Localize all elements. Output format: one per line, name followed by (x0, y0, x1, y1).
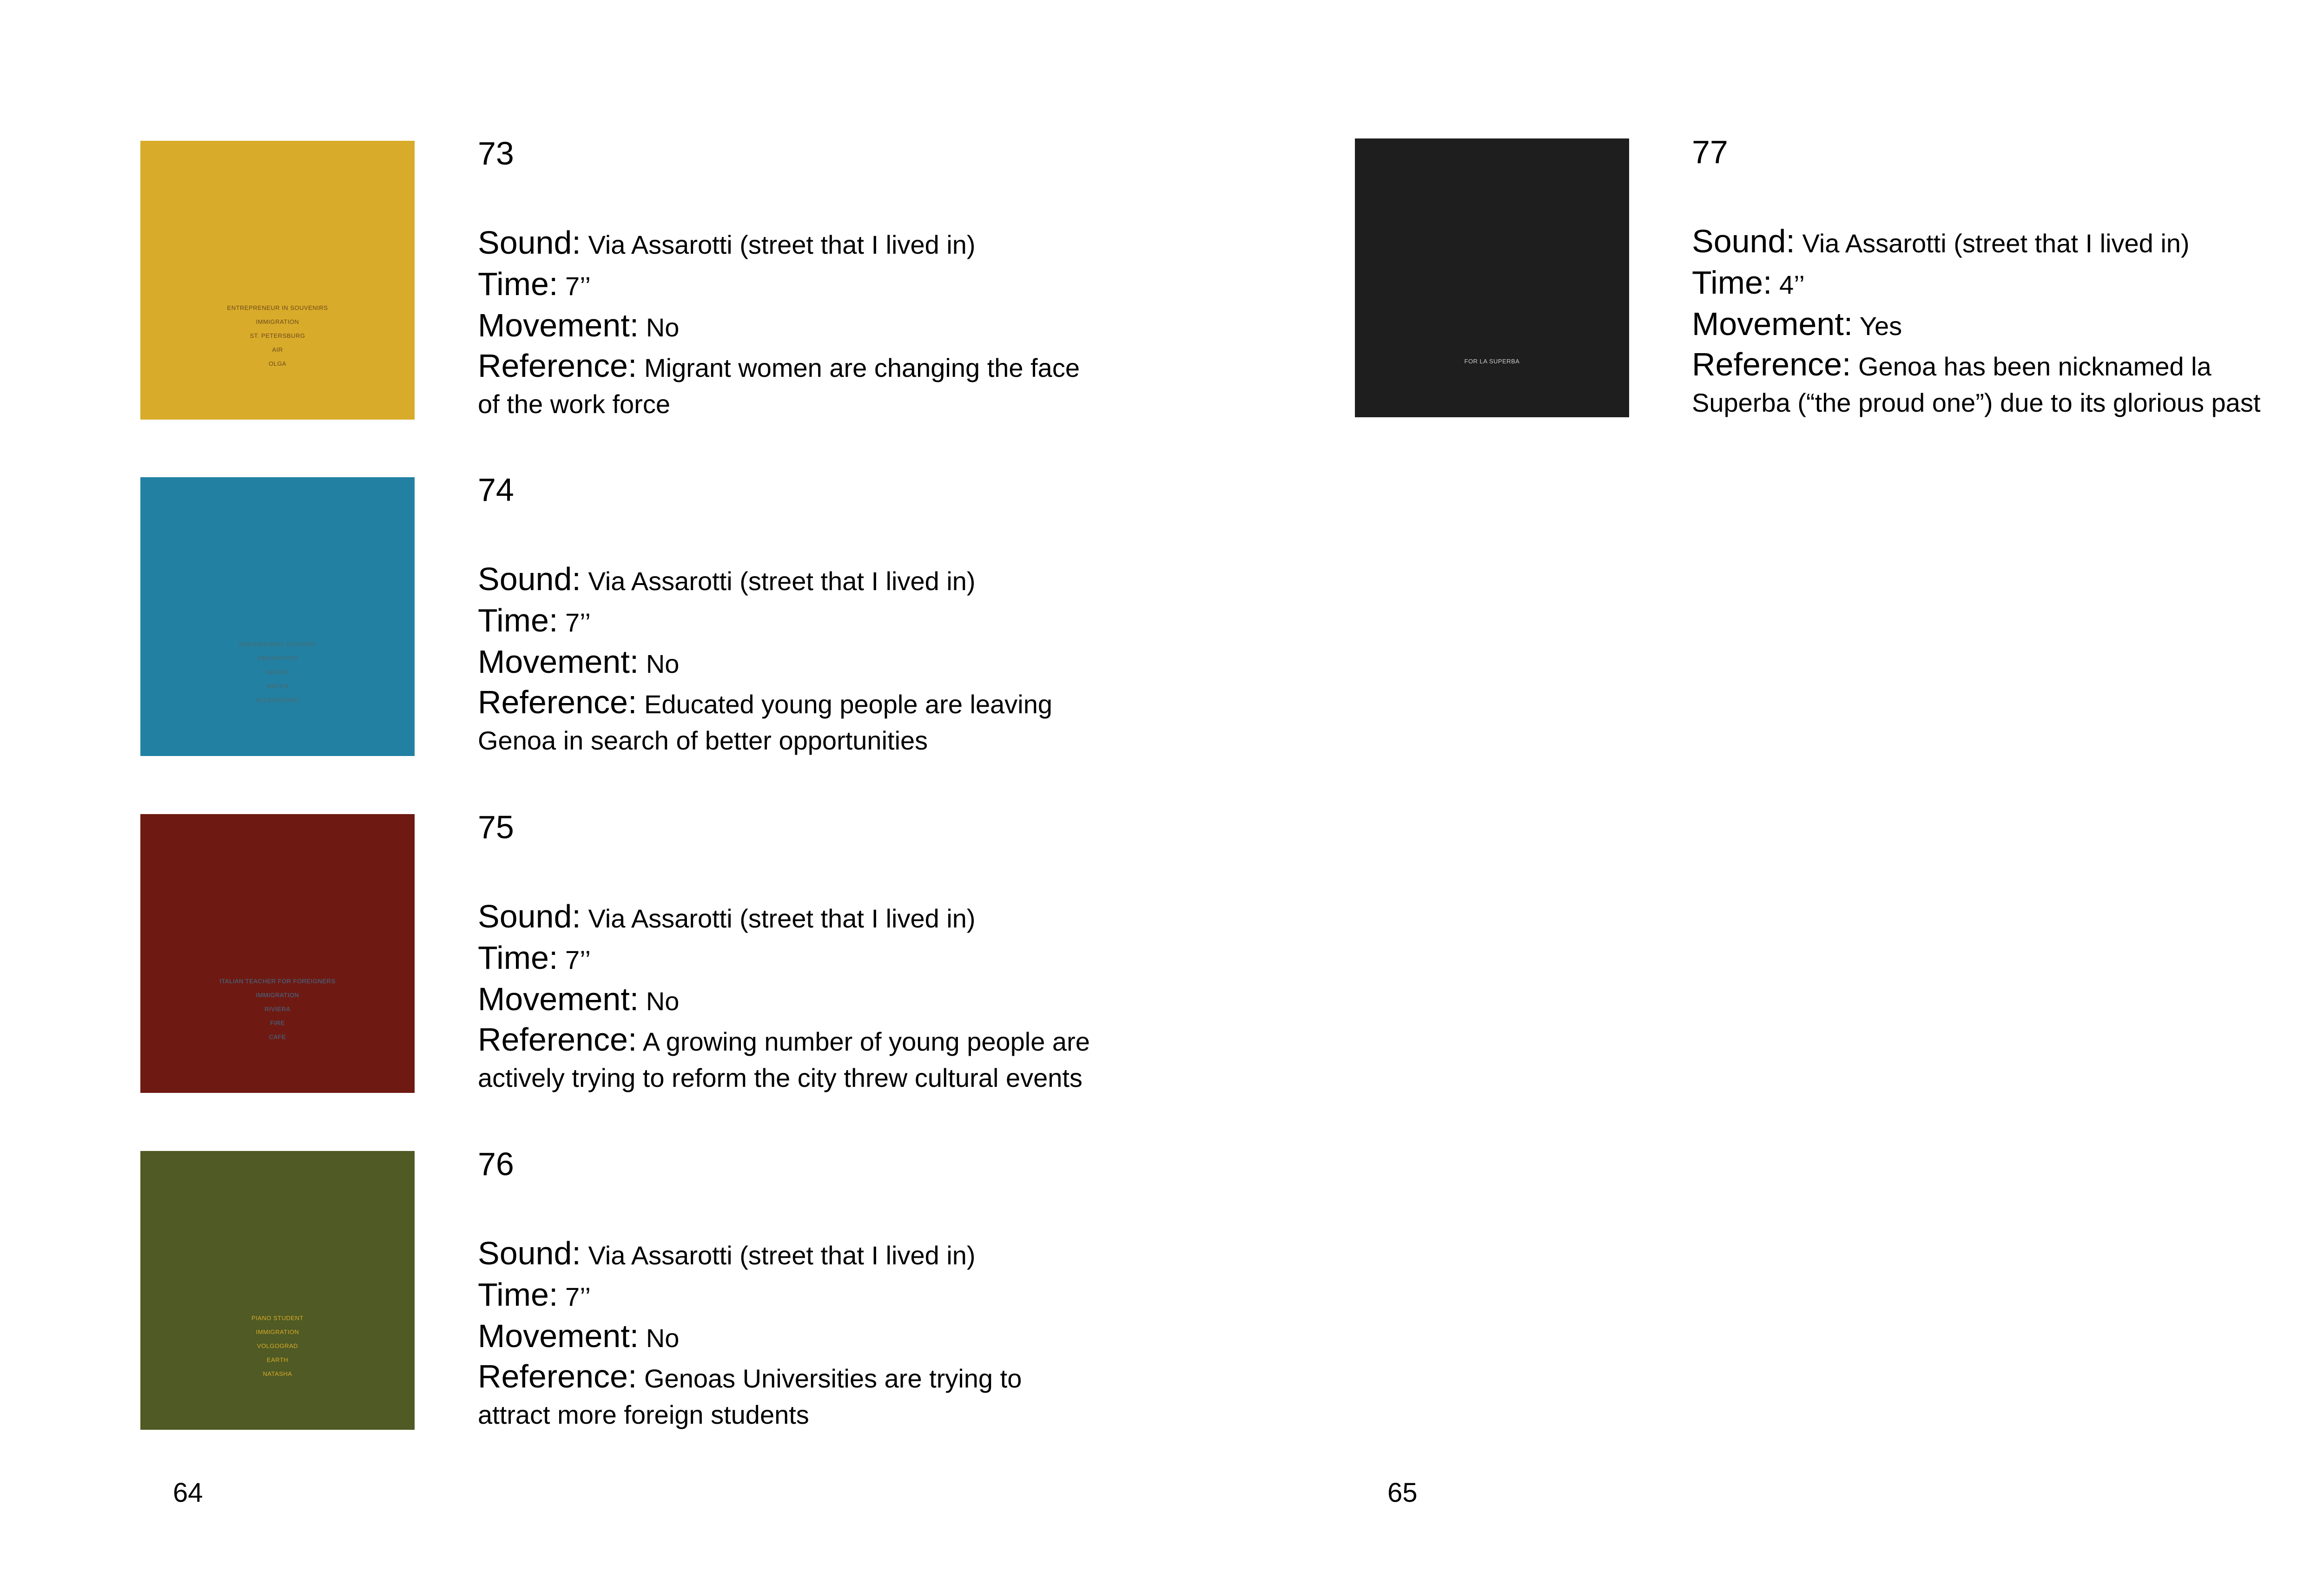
swatch-76 (140, 1151, 415, 1430)
swatch-77 (1355, 138, 1629, 417)
movement-value: No (646, 1323, 680, 1353)
time-row (478, 601, 1138, 642)
movement-label: Movement: (1692, 306, 1853, 342)
entry-info (478, 135, 1138, 422)
movement-row (1692, 304, 2324, 346)
swatch-text (140, 974, 415, 1044)
reference-value-line2: Superba (“the proud one”) due to its glorious past (1692, 388, 2261, 417)
movement-label: Movement: (478, 981, 639, 1017)
time-row (478, 938, 1138, 980)
reference-row (478, 684, 1129, 723)
sound-row (1692, 222, 2324, 263)
entry-number: 75 (478, 809, 514, 845)
entry-info (478, 809, 1138, 1096)
swatch-text (140, 301, 415, 371)
swatch-73 (140, 141, 415, 420)
entry-number: 73 (478, 135, 514, 171)
time-label: Time: (1692, 264, 1772, 301)
movement-label: Movement: (478, 1318, 639, 1354)
reference-value-line1: Educated young people are leaving (644, 690, 1052, 719)
time-row (478, 264, 1138, 306)
swatch-text (140, 638, 415, 707)
reference-label: Reference: (478, 1021, 637, 1058)
page-number-left: 64 (173, 1478, 203, 1508)
reference-value-line1: Migrant women are changing the face (644, 353, 1080, 382)
sound-value: Via Assarotti (street that I lived in) (588, 566, 976, 596)
reference-value-line2: attract more foreign students (478, 1400, 809, 1429)
entry-number: 76 (478, 1146, 514, 1182)
time-value: 7’’ (565, 608, 591, 637)
movement-value: No (646, 986, 680, 1016)
sound-row (478, 223, 1138, 264)
movement-value: Yes (1859, 311, 1902, 341)
reference-label: Reference: (478, 348, 637, 384)
swatch-line: PIANO STUDENT (251, 1315, 304, 1322)
reference-value-line1: Genoa has been nicknamed la (1858, 352, 2212, 381)
time-label: Time: (478, 602, 558, 638)
movement-row (478, 1316, 1138, 1358)
sound-label: Sound: (478, 224, 581, 261)
time-label: Time: (478, 940, 558, 976)
entry-info (478, 1145, 1138, 1433)
swatch-line: OLGA (268, 360, 287, 367)
swatch-line: EMIGRATION (257, 655, 298, 662)
swatch-line: IMMIGRATION (256, 992, 299, 999)
swatch-line: WATER (266, 683, 289, 690)
sound-value: Via Assarotti (street that I lived in) (1802, 229, 2190, 258)
movement-row (478, 306, 1138, 347)
movement-row (478, 642, 1138, 684)
swatch-line: GENOA (266, 669, 289, 676)
swatch-74 (140, 477, 415, 756)
entry-info (478, 471, 1138, 758)
reference-row (478, 347, 1129, 387)
swatch-line: ITALIAN TEACHER FOR FOREIGNERS (219, 978, 336, 985)
time-value: 7’’ (565, 945, 591, 974)
time-value: 4’’ (1779, 270, 1805, 299)
swatch-line: EARTH (266, 1356, 289, 1363)
swatch-line: FIRE (270, 1019, 285, 1026)
movement-row (478, 980, 1138, 1021)
sound-label: Sound: (478, 1235, 581, 1271)
sound-value: Via Assarotti (street that I lived in) (588, 904, 976, 933)
reference-value-line2: actively trying to reform the city threw cultural events (478, 1063, 1083, 1092)
reference-value-line2: of the work force (478, 389, 670, 419)
reference-row (1692, 346, 2324, 385)
sound-value: Via Assarotti (street that I lived in) (588, 1241, 976, 1270)
sound-row (478, 1234, 1138, 1275)
sound-row (478, 897, 1138, 938)
entry-info (1692, 133, 2324, 421)
reference-label: Reference: (478, 1358, 637, 1394)
entry-number: 77 (1692, 134, 1728, 170)
reference-value-line1: Genoas Universities are trying to (644, 1364, 1022, 1393)
movement-label: Movement: (478, 307, 639, 343)
sound-label: Sound: (478, 898, 581, 934)
time-row (1692, 263, 2324, 304)
swatch-text (140, 1311, 415, 1381)
swatch-75 (140, 814, 415, 1093)
sound-row (478, 559, 1138, 601)
sound-value: Via Assarotti (street that I lived in) (588, 230, 976, 259)
movement-label: Movement: (478, 644, 639, 680)
sound-label: Sound: (478, 561, 581, 597)
swatch-line: CAFE (269, 1033, 286, 1040)
swatch-line: ENGINEERING STUDENT (239, 641, 316, 648)
entry-number: 74 (478, 472, 514, 508)
sound-label: Sound: (1692, 223, 1795, 259)
swatch-text (1355, 355, 1629, 368)
reference-label: Reference: (478, 684, 637, 720)
time-value: 7’’ (565, 1282, 591, 1311)
swatch-line: RIVIERA (264, 1006, 290, 1013)
swatch-line: FOR LA SUPERBA (1464, 358, 1520, 365)
swatch-line: IMMIGRATION (256, 1328, 299, 1335)
swatch-line: VOLGOGRAD (257, 1342, 298, 1349)
time-label: Time: (478, 266, 558, 302)
time-row (478, 1275, 1138, 1316)
time-value: 7’’ (565, 271, 591, 301)
reference-value-line1: A growing number of young people are (642, 1027, 1090, 1056)
swatch-line: ALESSANDRO (256, 697, 299, 704)
swatch-line: IMMIGRATION (256, 318, 299, 325)
reference-row (478, 1358, 1129, 1397)
reference-label: Reference: (1692, 346, 1851, 382)
swatch-line: AIR (272, 346, 283, 353)
page-number-right: 65 (1387, 1478, 1418, 1508)
movement-value: No (646, 649, 680, 678)
movement-value: No (646, 313, 680, 342)
time-label: Time: (478, 1276, 558, 1313)
swatch-line: NATASHA (263, 1370, 292, 1377)
swatch-line: ENTREPRENEUR IN SOUVENIRS (227, 304, 328, 311)
reference-value-line2: Genoa in search of better opportunities (478, 726, 928, 755)
reference-row (478, 1021, 1129, 1060)
swatch-line: ST. PETERSBURG (250, 332, 305, 339)
